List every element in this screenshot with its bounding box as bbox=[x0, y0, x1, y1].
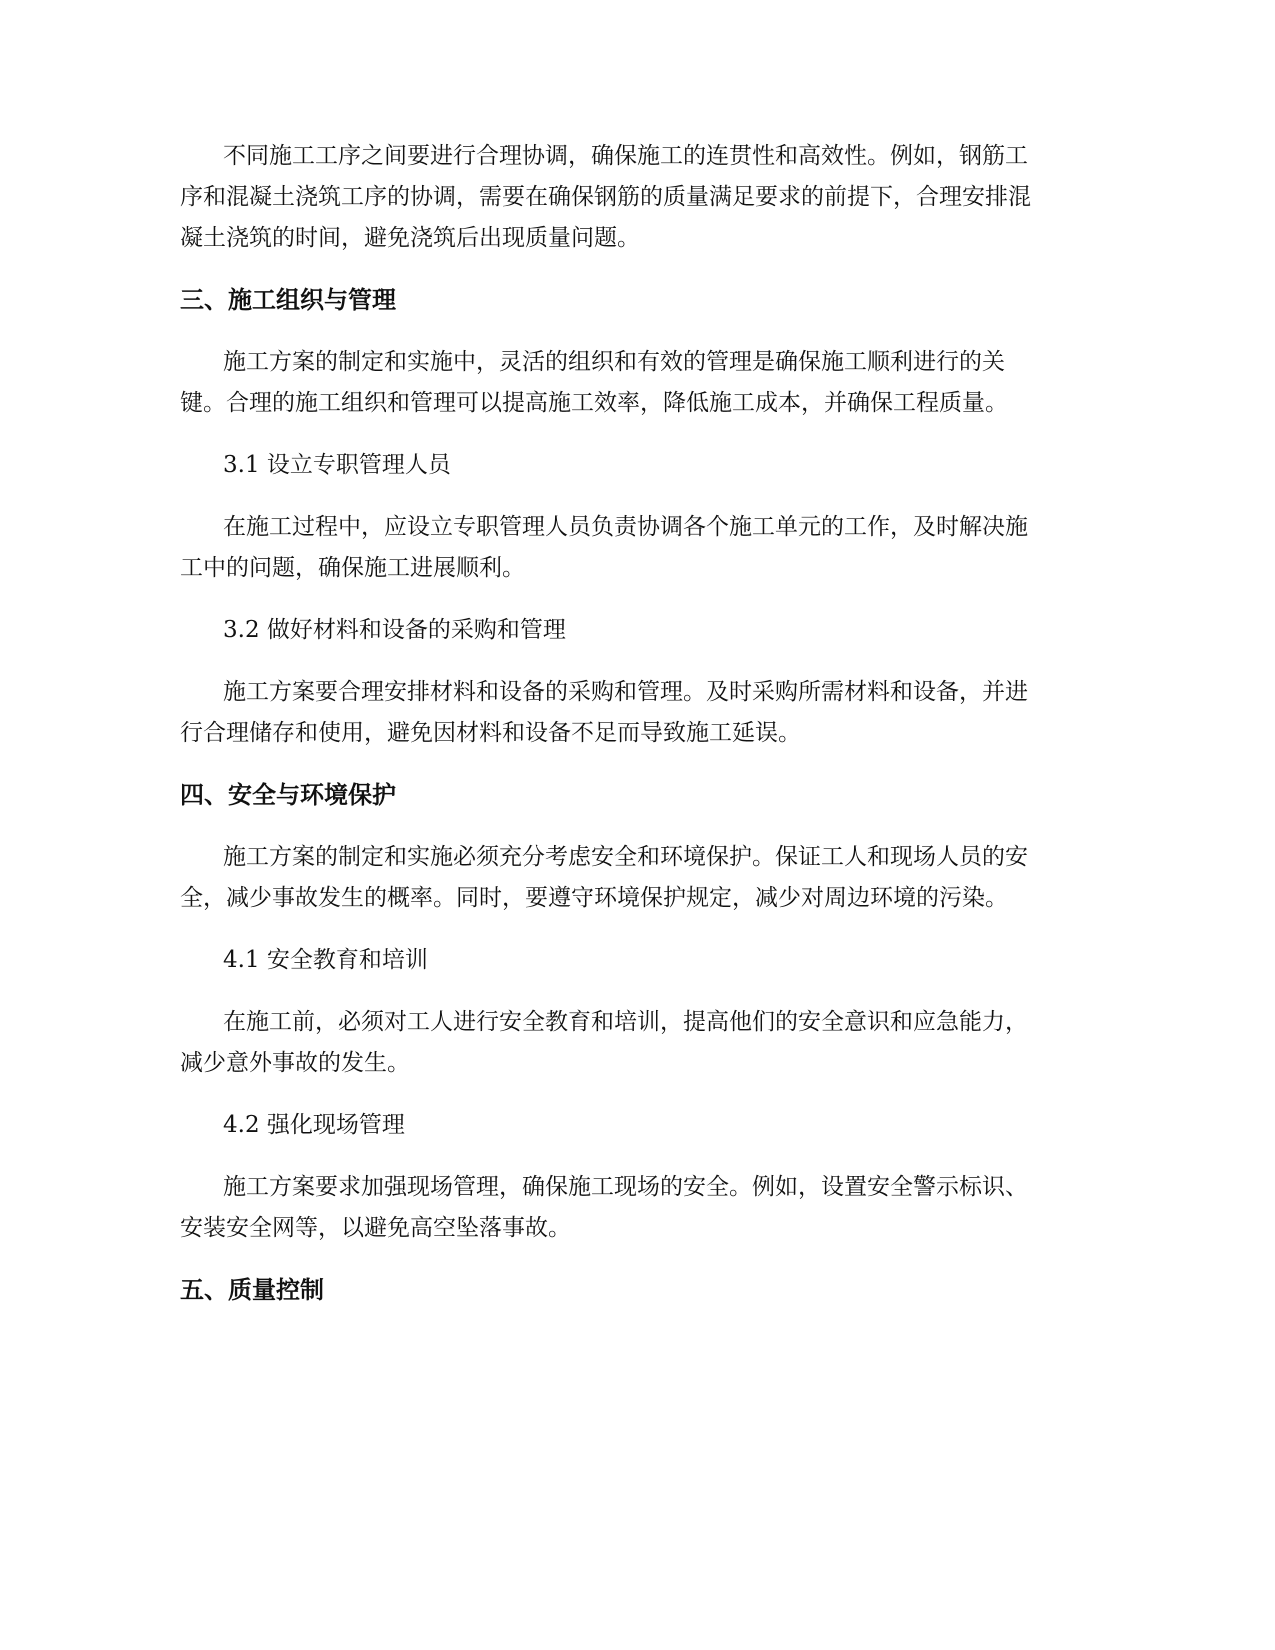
subheading-3-1: 3.1 设立专职管理人员 bbox=[223, 452, 451, 478]
paragraph-3-2: 施工方案要合理安排材料和设备的采购和管理。及时采购所需材料和设备，并进行合理储存和使用，避免因材料和设备不足而导致施工延误。 bbox=[180, 679, 1028, 746]
paragraph-section-3-intro: 施工方案的制定和实施中，灵活的组织和有效的管理是确保施工顺利进行的关键。合理的施工组织和管理可以提高施工效率，降低施工成本，并确保工程质量。 bbox=[180, 349, 1008, 416]
document-page bbox=[180, 136, 1040, 1332]
heading-section-5: 五、质量控制 bbox=[180, 1276, 324, 1304]
paragraph-3-1: 在施工过程中，应设立专职管理人员负责协调各个施工单元的工作，及时解决施工中的问题，确保施工进展顺利。 bbox=[180, 514, 1028, 581]
subheading-4-1: 4.1 安全教育和培训 bbox=[223, 947, 428, 973]
subheading-4-2: 4.2 强化现场管理 bbox=[223, 1112, 405, 1138]
subheading-3-2: 3.2 做好材料和设备的采购和管理 bbox=[223, 617, 566, 643]
heading-section-4: 四、安全与环境保护 bbox=[180, 781, 396, 809]
paragraph-4-2: 施工方案要求加强现场管理，确保施工现场的安全。例如，设置安全警示标识、安装安全网等，以避免高空坠落事故。 bbox=[180, 1174, 1028, 1241]
paragraph-4-1: 在施工前，必须对工人进行安全教育和培训，提高他们的安全意识和应急能力，减少意外事故的发生。 bbox=[180, 1009, 1028, 1076]
heading-section-3: 三、施工组织与管理 bbox=[180, 286, 396, 314]
paragraph-coordination: 不同施工工序之间要进行合理协调，确保施工的连贯性和高效性。例如，钢筋工序和混凝土浇筑工序的协调，需要在确保钢筋的质量满足要求的前提下，合理安排混凝土浇筑的时间，避免浇筑后出现质量问题。 bbox=[180, 143, 1031, 251]
paragraph-section-4-intro: 施工方案的制定和实施必须充分考虑安全和环境保护。保证工人和现场人员的安全，减少事故发生的概率。同时，要遵守环境保护规定，减少对周边环境的污染。 bbox=[180, 844, 1028, 911]
